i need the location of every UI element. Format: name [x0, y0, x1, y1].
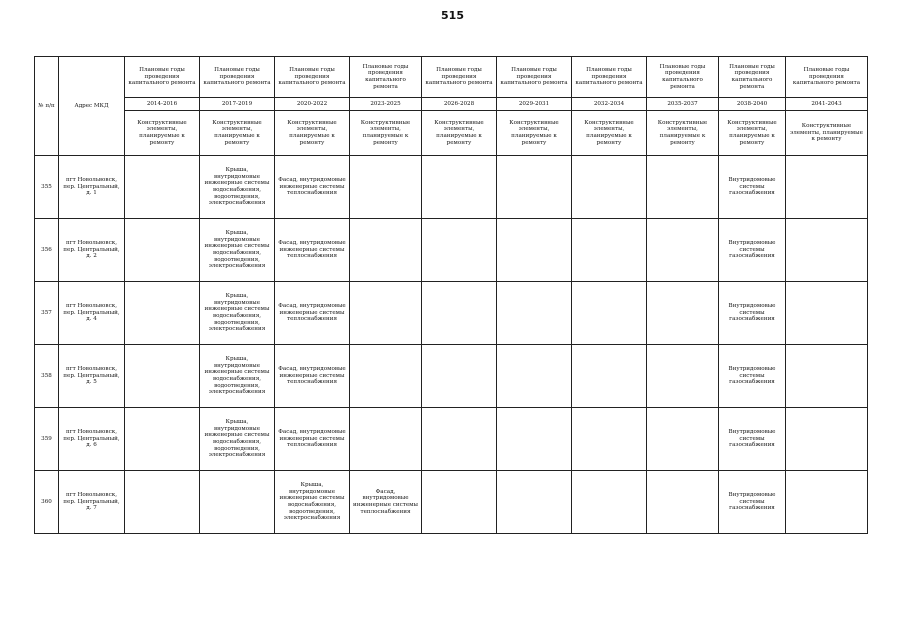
- row-cell: [572, 282, 647, 345]
- period-years: 2029-2031: [497, 98, 572, 111]
- period-title: Плановые годы проведения капитального ремонта: [572, 57, 647, 98]
- period-title: Плановые годы проведения капитального ремонта: [497, 57, 572, 98]
- row-cell: Фасад, внутридомовые инженерные системы теплоснабжения: [275, 219, 350, 282]
- table-row: [35, 345, 868, 408]
- row-cell: [497, 156, 572, 219]
- period-title: Плановые годы проведения капитального ремонта: [350, 57, 422, 98]
- row-cell: Фасад, внутридомовые инженерные системы теплоснабжения: [275, 156, 350, 219]
- period-years: 2026-2028: [422, 98, 497, 111]
- period-title: Плановые годы проведения капитального ремонта: [125, 57, 200, 98]
- row-cell: Крыша, внутридомовые инженерные системы водоснабжения, водоотведения, электроснабжения: [200, 219, 275, 282]
- period-subtitle: Конструктивные элементы, планируемые к ремонту: [572, 111, 647, 156]
- row-cell: Крыша, внутридомовые инженерные системы водоснабжения, водоотведения, электроснабжения: [200, 345, 275, 408]
- row-cell: [125, 282, 200, 345]
- row-number: 359: [35, 408, 59, 471]
- row-cell: [572, 219, 647, 282]
- row-cell: Внутридомовые системы газоснабжения: [719, 345, 786, 408]
- repair-plan-table: [34, 56, 868, 534]
- row-cell: [572, 408, 647, 471]
- row-cell: [350, 156, 422, 219]
- period-subtitle: Конструктивные элементы, планируемые к ремонту: [786, 111, 868, 156]
- row-cell: Внутридомовые системы газоснабжения: [719, 282, 786, 345]
- period-title: Плановые годы проведения капитального ремонта: [786, 57, 868, 98]
- row-address: пгт Новольвовск, пер. Центральный, д. 2: [59, 219, 125, 282]
- row-cell: [422, 471, 497, 534]
- row-number: 355: [35, 156, 59, 219]
- period-years: 2041-2043: [786, 98, 868, 111]
- row-cell: [786, 471, 868, 534]
- row-cell: Внутридомовые системы газоснабжения: [719, 408, 786, 471]
- table-row: [35, 471, 868, 534]
- row-cell: [422, 219, 497, 282]
- period-title: Плановые годы проведения капитального ремонта: [647, 57, 719, 98]
- row-cell: [422, 156, 497, 219]
- header-row-titles: [35, 57, 868, 98]
- row-cell: [647, 408, 719, 471]
- table-row: [35, 156, 868, 219]
- row-cell: [572, 471, 647, 534]
- row-cell: Фасад, внутридомовые инженерные системы теплоснабжения: [275, 282, 350, 345]
- period-title: Плановые годы проведения капитального ремонта: [275, 57, 350, 98]
- period-years: 2023-2025: [350, 98, 422, 111]
- period-subtitle: Конструктивные элементы, планируемые к ремонту: [647, 111, 719, 156]
- row-number: 360: [35, 471, 59, 534]
- period-years: 2020-2022: [275, 98, 350, 111]
- period-subtitle: Конструктивные элементы, планируемые к ремонту: [497, 111, 572, 156]
- table-row: [35, 282, 868, 345]
- period-years: 2014-2016: [125, 98, 200, 111]
- row-cell: Внутридомовые системы газоснабжения: [719, 156, 786, 219]
- table-row: [35, 219, 868, 282]
- row-cell: [125, 156, 200, 219]
- row-cell: Фасад, внутридомовые инженерные системы теплоснабжения: [275, 345, 350, 408]
- page-number: 515: [441, 9, 464, 22]
- row-cell: Крыша, внутридомовые инженерные системы водоснабжения, водоотведения, электроснабжения: [200, 282, 275, 345]
- row-cell: [572, 156, 647, 219]
- period-title: Плановые годы проведения капитального ремонта: [422, 57, 497, 98]
- row-cell: [497, 408, 572, 471]
- row-address: пгт Новольвовск, пер. Центральный, д. 6: [59, 408, 125, 471]
- row-cell: [786, 282, 868, 345]
- row-cell: Крыша, внутридомовые инженерные системы водоснабжения, водоотведения, электроснабжения: [200, 156, 275, 219]
- row-cell: [350, 282, 422, 345]
- table-row: [35, 408, 868, 471]
- row-cell: Внутридомовые системы газоснабжения: [719, 219, 786, 282]
- row-address: пгт Новольвовск, пер. Центральный, д. 5: [59, 345, 125, 408]
- row-cell: [422, 345, 497, 408]
- row-address: пгт Новольвовск, пер. Центральный, д. 1: [59, 156, 125, 219]
- row-cell: [647, 156, 719, 219]
- row-cell: Крыша, внутридомовые инженерные системы водоснабжения, водоотведения, электроснабжения: [200, 408, 275, 471]
- row-cell: [786, 219, 868, 282]
- period-subtitle: Конструктивные элементы, планируемые к ремонту: [350, 111, 422, 156]
- period-years: 2017-2019: [200, 98, 275, 111]
- period-subtitle: Конструктивные элементы, планируемые к ремонту: [422, 111, 497, 156]
- period-subtitle: Конструктивные элементы, планируемые к ремонту: [275, 111, 350, 156]
- row-cell: Фасад, внутридомовые инженерные системы теплоснабжения: [350, 471, 422, 534]
- row-cell: [786, 408, 868, 471]
- row-cell: [647, 219, 719, 282]
- row-cell: [422, 282, 497, 345]
- row-cell: [497, 471, 572, 534]
- period-years: 2038-2040: [719, 98, 786, 111]
- row-number: 356: [35, 219, 59, 282]
- row-address: пгт Новольвовск, пер. Центральный, д. 7: [59, 471, 125, 534]
- row-cell: [200, 471, 275, 534]
- period-title: Плановые годы проведения капитального ремонта: [719, 57, 786, 98]
- row-cell: [497, 282, 572, 345]
- header-row-years: [35, 98, 868, 111]
- row-cell: [647, 471, 719, 534]
- period-years: 2035-2037: [647, 98, 719, 111]
- row-cell: [647, 282, 719, 345]
- row-cell: Крыша, внутридомовые инженерные системы водоснабжения, водоотведения, электроснабжения: [275, 471, 350, 534]
- period-subtitle: Конструктивные элементы, планируемые к ремонту: [200, 111, 275, 156]
- row-cell: [125, 408, 200, 471]
- row-cell: [786, 345, 868, 408]
- row-cell: [786, 156, 868, 219]
- period-years: 2032-2034: [572, 98, 647, 111]
- row-cell: [422, 408, 497, 471]
- period-subtitle: Конструктивные элементы, планируемые к ремонту: [719, 111, 786, 156]
- row-cell: [125, 345, 200, 408]
- row-address: пгт Новольвовск, пер. Центральный, д. 4: [59, 282, 125, 345]
- row-cell: [350, 219, 422, 282]
- period-subtitle: Конструктивные элементы, планируемые к ремонту: [125, 111, 200, 156]
- row-cell: [572, 345, 647, 408]
- row-cell: [350, 345, 422, 408]
- period-title: Плановые годы проведения капитального ремонта: [200, 57, 275, 98]
- row-cell: [350, 408, 422, 471]
- row-cell: [125, 219, 200, 282]
- num-header: № п/п: [35, 57, 59, 156]
- row-cell: [647, 345, 719, 408]
- row-cell: [497, 345, 572, 408]
- row-cell: Внутридомовые системы газоснабжения: [719, 471, 786, 534]
- row-number: 358: [35, 345, 59, 408]
- row-cell: Фасад, внутридомовые инженерные системы теплоснабжения: [275, 408, 350, 471]
- address-header: Адрес МКД: [59, 57, 125, 156]
- row-cell: [125, 471, 200, 534]
- header-row-subtitles: [35, 111, 868, 156]
- row-number: 357: [35, 282, 59, 345]
- row-cell: [497, 219, 572, 282]
